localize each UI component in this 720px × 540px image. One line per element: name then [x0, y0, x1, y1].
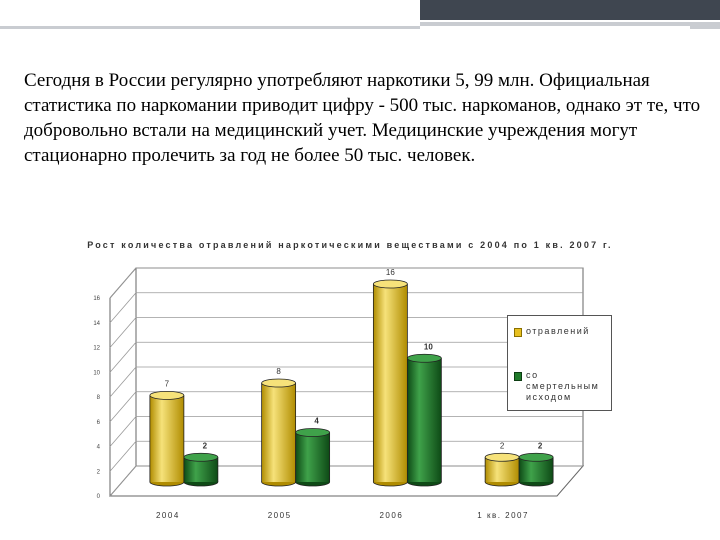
chart-legend	[507, 315, 612, 411]
slide-header-bar	[0, 0, 720, 36]
data-label: 2	[537, 441, 543, 451]
x-tick-label: 2005	[267, 511, 292, 520]
bar	[150, 395, 184, 482]
data-label: 8	[276, 367, 281, 376]
y-tick-label: 0	[96, 494, 100, 500]
legend-item-series-1	[514, 326, 614, 337]
data-label: 10	[423, 342, 433, 352]
data-label: 7	[164, 379, 170, 389]
legend-item-series-2	[514, 370, 614, 403]
data-label: 4	[314, 416, 319, 426]
bar-top	[150, 391, 184, 399]
intro-paragraph: Сегодня в России регулярно употребляют наркотики 5, 99 млн. Официальная статистика по наркомании приводит цифру - 500 тыс. наркоманов, однако эт те, что добровольно встали на медицинский учет. Медицинские учреждения могут стационарно пролечить за год не более 50 тыс. человек.	[24, 70, 701, 166]
y-tick-label: 10	[93, 370, 100, 377]
data-label: 16	[385, 268, 395, 277]
bar-top	[184, 453, 218, 461]
y-tick-label: 14	[93, 320, 100, 327]
x-tick-label: 1 кв. 2007	[477, 511, 529, 520]
chart-title: Рост количества отравлений наркотическими веществами с 2004 по 1 кв. 2007 г.	[87, 240, 613, 250]
legend-label-series-1: отравлений	[526, 326, 590, 336]
bar-top	[296, 429, 330, 437]
y-tick-label: 12	[93, 345, 100, 352]
data-label: 2	[202, 441, 208, 451]
data-label: 2	[499, 441, 505, 451]
bar	[407, 358, 441, 482]
y-tick-label: 16	[93, 296, 100, 302]
y-tick-label: 8	[96, 395, 100, 401]
legend-swatch-series-2	[514, 372, 522, 381]
legend-label-series-2: со смертельным исходом	[526, 370, 600, 402]
bar	[373, 284, 407, 482]
bar-top	[519, 453, 553, 461]
chart	[80, 230, 620, 540]
bar-top	[262, 379, 296, 387]
x-tick-label: 2004	[155, 511, 180, 520]
y-tick-label: 2	[96, 469, 100, 476]
bar-top	[373, 280, 407, 288]
bar-top	[485, 453, 519, 461]
bar	[262, 383, 296, 482]
y-tick-label: 4	[96, 444, 100, 451]
y-tick-label: 6	[96, 419, 100, 426]
bar	[296, 433, 330, 483]
legend-swatch-series-1	[514, 328, 522, 337]
bar-top	[407, 354, 441, 362]
x-tick-label: 2006	[379, 511, 404, 520]
